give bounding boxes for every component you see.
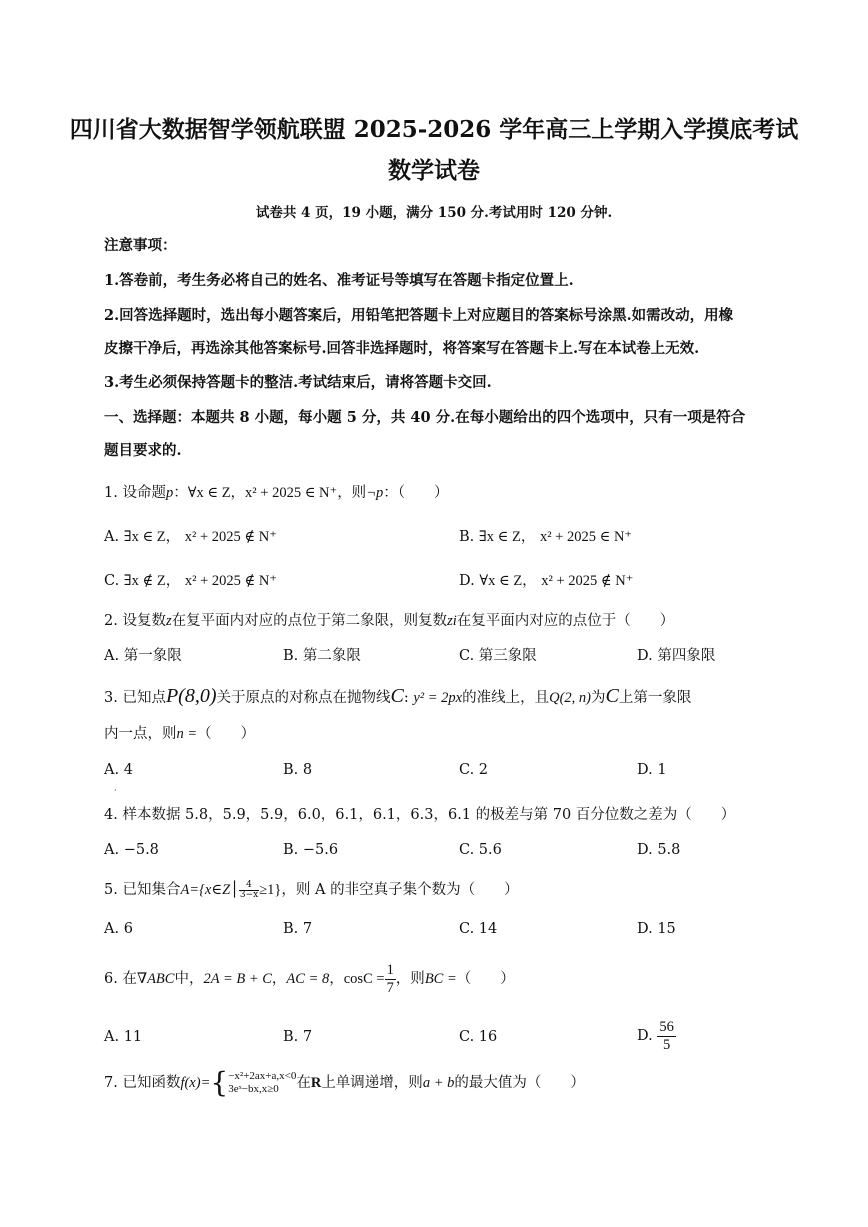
q3-option-d[interactable]: D. 1 bbox=[637, 762, 667, 778]
q6-d-fraction: $\frac{56}{5}$ bbox=[659, 1018, 674, 1053]
piecewise-cases: −x²+2ax+a,x<0 3eˣ−bx,x≥0 bbox=[228, 1070, 297, 1095]
note-2-line2: 皮擦干净后，再选涂其他答案标号.回答非选择题时，将答案写在答题卡上.写在本试卷上无效. bbox=[104, 340, 700, 357]
section-heading-line2: 题目要求的. bbox=[104, 442, 182, 459]
q6-option-d[interactable]: D. $\frac{56}{5}$ bbox=[637, 1018, 674, 1053]
question-7: 7. 已知函数f(x)={ −x²+2ax+a,x<0 3eˣ−bx,x≥0 在R上单调递增，则a + b的最大值为（ ） bbox=[104, 1066, 585, 1099]
q4-option-c[interactable]: C. 5.6 bbox=[459, 842, 502, 858]
question-4: 4. 样本数据 5.8，5.9，5.9，6.0，6.1，6.1，6.3，6.1 的极差与第 70 百分位数之差为（ ） bbox=[104, 807, 736, 823]
q6-option-c[interactable]: C. 16 bbox=[459, 1029, 498, 1045]
piecewise-brace: { bbox=[210, 1066, 229, 1099]
notes-heading: 注意事项： bbox=[104, 237, 177, 254]
q6-fraction: $\frac{1}{7}$ bbox=[386, 961, 394, 996]
q3-option-c[interactable]: C. 2 bbox=[459, 762, 489, 778]
section-heading-line1: 一、选择题：本题共 8 小题，每小题 5 分，共 40 分.在每小题给出的四个选项中，只有一项是符合 bbox=[104, 409, 746, 426]
q6-option-b[interactable]: B. 7 bbox=[283, 1029, 313, 1045]
q2-option-d[interactable]: D. 第四象限 bbox=[637, 648, 716, 664]
q6-option-a[interactable]: A. 11 bbox=[104, 1029, 143, 1045]
q1-option-b[interactable]: B. ∃x ∈ Z， x² + 2025 ∈ N⁺ bbox=[459, 529, 633, 545]
question-3-line2: 内一点，则n =（ ） bbox=[104, 726, 256, 742]
exam-subtitle: 数学试卷 bbox=[388, 157, 480, 184]
q3-option-a[interactable]: A. 4 bbox=[104, 762, 133, 778]
question-5: 5. 已知集合A={x∈Z│ $\frac{4}{3-x}$ ≥1}，则 A 的非空真子集个数为（ ） bbox=[104, 879, 519, 900]
q4-option-b[interactable]: B. −5.6 bbox=[283, 842, 339, 858]
q5-option-b[interactable]: B. 7 bbox=[283, 921, 313, 937]
question-6: 6. 在∇ABC中，2A = B + C，AC = 8，cosC = $\frac{1}{7}$ ，则BC =（ ） bbox=[104, 961, 515, 996]
q1-option-a[interactable]: A. ∃x ∈ Z， x² + 2025 ∉ N⁺ bbox=[104, 529, 277, 545]
q1-option-d[interactable]: D. ∀x ∈ Z， x² + 2025 ∉ N⁺ bbox=[459, 573, 634, 589]
q5-option-c[interactable]: C. 14 bbox=[459, 921, 498, 937]
exam-title: 四川省大数据智学领航联盟 2025-2026 学年高三上学期入学摸底考试 bbox=[69, 116, 799, 143]
exam-info: 试卷共 4 页，19 小题，满分 150 分.考试用时 120 分钟. bbox=[255, 205, 613, 221]
question-3-line1: 3. 已知点P(8,0)关于原点的对称点在抛物线C: y² = 2px的准线上，且Q(2, n)为C上第一象限 bbox=[104, 685, 692, 707]
q5-fraction: $\frac{4}{3-x}$ bbox=[239, 879, 259, 900]
q5-option-a[interactable]: A. 6 bbox=[104, 921, 133, 937]
q1-option-c[interactable]: C. ∃x ∉ Z， x² + 2025 ∉ N⁺ bbox=[104, 573, 278, 589]
q4-option-d[interactable]: D. 5.8 bbox=[637, 842, 681, 858]
stray-mark: · bbox=[114, 786, 117, 795]
q2-option-a[interactable]: A. 第一象限 bbox=[104, 648, 182, 664]
q5-option-d[interactable]: D. 15 bbox=[637, 921, 676, 937]
note-3: 3.考生必须保持答题卡的整洁.考试结束后，请将答题卡交回. bbox=[104, 374, 492, 391]
question-1: 1. 设命题p：∀x ∈ Z，x² + 2025 ∈ N⁺，则¬p：（ ） bbox=[104, 485, 449, 501]
q4-option-a[interactable]: A. −5.8 bbox=[104, 842, 159, 858]
q3-option-b[interactable]: B. 8 bbox=[283, 762, 313, 778]
note-2-line1: 2.回答选择题时，选出每小题答案后，用铅笔把答题卡上对应题目的答案标号涂黑.如需改动，用橡 bbox=[104, 307, 734, 324]
note-1: 1.答卷前，考生务必将自己的姓名、准考证号等填写在答题卡指定位置上. bbox=[104, 272, 574, 289]
q2-option-b[interactable]: B. 第二象限 bbox=[283, 648, 361, 664]
q2-option-c[interactable]: C. 第三象限 bbox=[459, 648, 537, 664]
question-2: 2. 设复数z在复平面内对应的点位于第二象限，则复数zi在复平面内对应的点位于（ ） bbox=[104, 613, 675, 629]
